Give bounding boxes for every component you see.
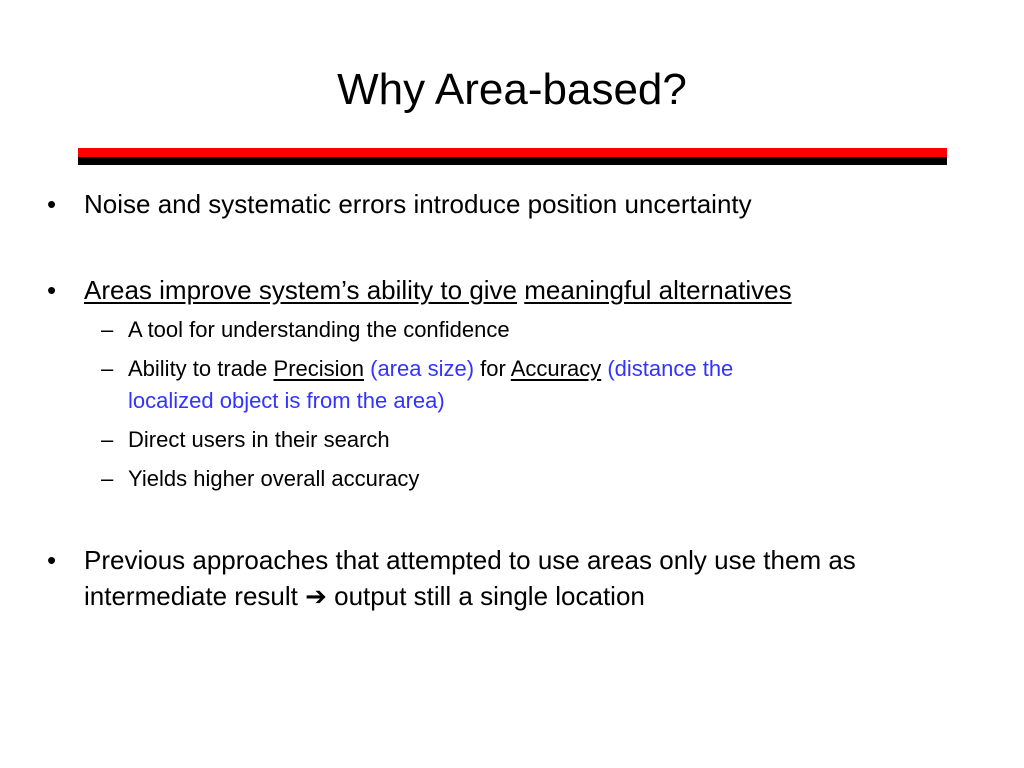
- sub-bullet-trade: [101, 353, 901, 417]
- dash-mark: –: [101, 466, 114, 491]
- sub-bullet-tool: [101, 314, 901, 346]
- precision-text: Precision: [273, 356, 364, 381]
- bullet-areas: [47, 272, 997, 308]
- bullet-text: [84, 542, 997, 615]
- for-text: for: [474, 356, 511, 381]
- previous-line2-pre: intermediate result: [84, 581, 306, 611]
- slide-title: Why Area-based?: [337, 65, 687, 114]
- distance-text: (distance the: [601, 356, 734, 381]
- bullet-noise: [47, 186, 997, 222]
- bullet-mark: •: [47, 545, 57, 575]
- dash-mark: –: [101, 356, 114, 381]
- sub-text: [128, 353, 901, 417]
- area-size-text: (area size): [364, 356, 475, 381]
- trade-prefix: Ability to trade: [128, 356, 274, 381]
- previous-line1: Previous approaches that attempted to use areas only use them as: [84, 545, 856, 575]
- sub-bullet-yields: [101, 463, 901, 495]
- dash-mark: –: [101, 427, 114, 452]
- sub-text: Yields higher overall accuracy: [128, 466, 420, 491]
- bullet-mark: •: [47, 275, 57, 305]
- dash-mark: –: [101, 317, 114, 342]
- areas-improve-text: Areas improve system’s ability to give: [84, 275, 518, 305]
- sub-text: A tool for understanding the confidence: [128, 317, 510, 342]
- sub-bullet-direct: [101, 424, 901, 456]
- title-rule-red: [78, 148, 947, 157]
- meaningful-alternatives-text: meaningful alternatives: [524, 275, 792, 305]
- sub-text: Direct users in their search: [128, 427, 390, 452]
- distance-text-cont: localized object is from the area): [128, 388, 445, 413]
- bullet-text: Noise and systematic errors introduce position uncertainty: [84, 189, 752, 219]
- bullet-text: [84, 272, 997, 308]
- arrow-right-icon: ➔: [305, 582, 327, 612]
- bullet-mark: •: [47, 189, 57, 219]
- previous-line2-post: output still a single location: [326, 581, 645, 611]
- title-rule-black: [78, 157, 947, 165]
- bullet-previous: [47, 542, 997, 615]
- accuracy-text: Accuracy: [510, 356, 602, 381]
